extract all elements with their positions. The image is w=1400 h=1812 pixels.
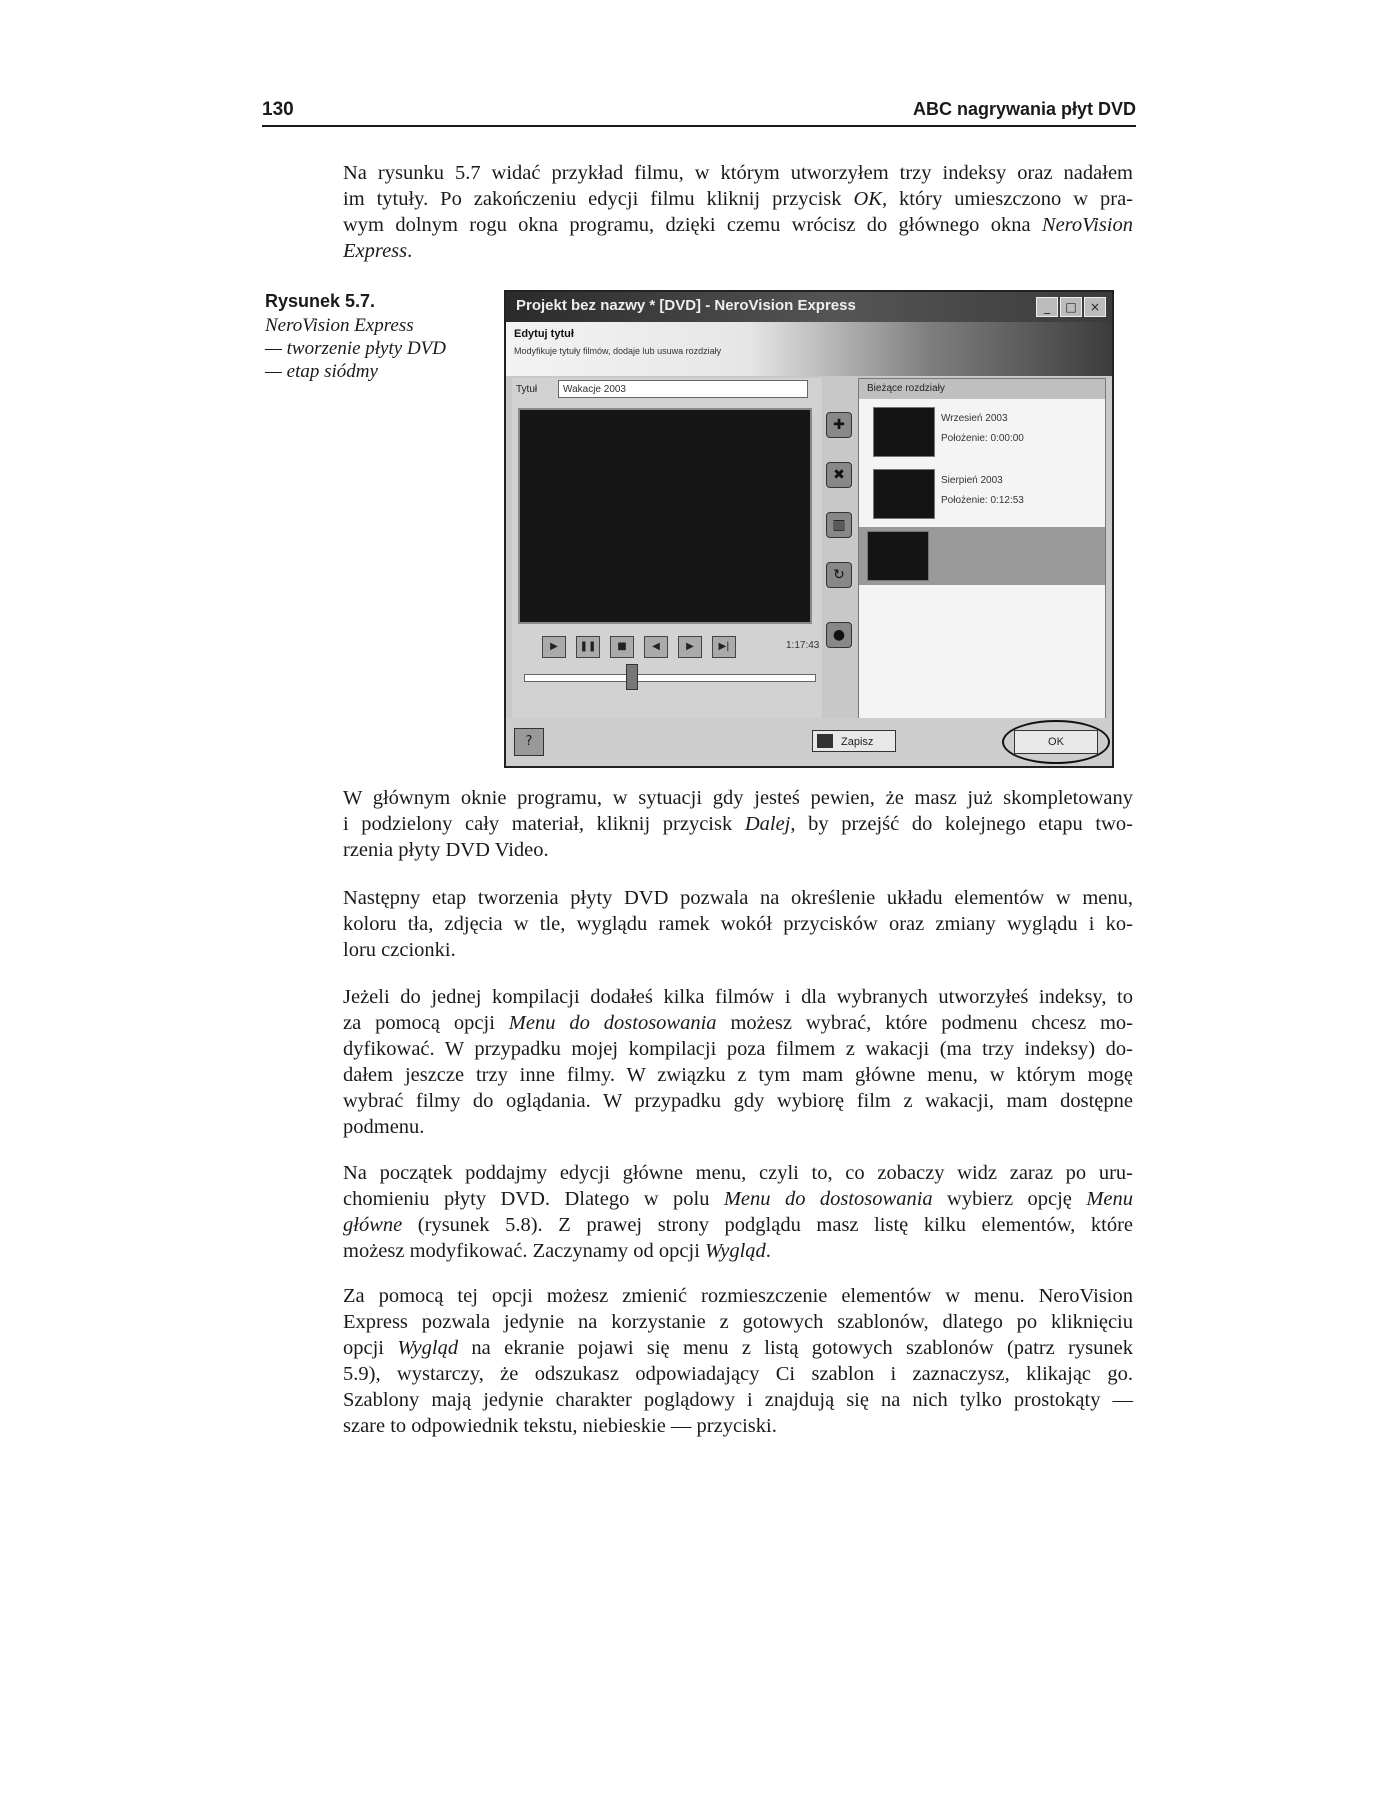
paragraph-3 <box>343 984 1133 1140</box>
help-icon[interactable]: ? <box>514 728 544 756</box>
color-icon[interactable]: ● <box>826 622 852 648</box>
text-line <box>343 1238 1133 1264</box>
text-span: . <box>765 1240 771 1262</box>
text-line: Za pomocą tej opcji możesz zmienić rozmieszczenie elementów w menu. NeroVision <box>343 1285 1133 1307</box>
window-bottom-bar <box>506 718 1112 766</box>
text-span: . <box>407 240 413 262</box>
text-line <box>343 212 1133 238</box>
emphasis: Menu do dostosowania <box>723 1188 933 1210</box>
text-line: Następny etap tworzenia płyty DVD pozwala na określenie układu elementów w menu, <box>343 887 1133 909</box>
slider-thumb[interactable] <box>626 664 638 690</box>
disk-icon <box>817 734 833 748</box>
chapter-name: Wrzesień 2003 <box>941 413 1008 424</box>
text-line: Szablony mają jedynie charakter poglądowy i znajdują się na nich tylko prostokąty — <box>343 1389 1133 1411</box>
text-line <box>343 1010 1133 1036</box>
text-line: szare to odpowiednik tekstu, niebieskie — przyciski. <box>343 1415 777 1437</box>
step-banner <box>506 322 1112 376</box>
pause-icon[interactable]: ❚❚ <box>576 636 600 658</box>
text-span: za pomocą opcji <box>343 1012 509 1034</box>
text-line: Jeżeli do jednej kompilacji dodałeś kilka filmów i dla wybranych utworzyłeś indeksy, to <box>343 986 1133 1008</box>
text-span: wym dolnym rogu okna programu, dzięki czemu wrócisz do głównego okna <box>343 214 1042 236</box>
maximize-icon[interactable]: □ <box>1060 297 1082 317</box>
text-line: Na rysunku 5.7 widać przykład filmu, w którym utworzyłem trzy indeksy oraz nadałem <box>343 162 1133 184</box>
stop-icon[interactable]: ■ <box>610 636 634 658</box>
time-readout: 1:17:43 <box>786 640 820 651</box>
emphasis: OK <box>853 188 882 210</box>
emphasis: Menu do dostosowania <box>508 1012 717 1034</box>
text-line <box>343 1186 1133 1212</box>
paragraph-1 <box>343 785 1133 863</box>
text-line <box>343 186 1133 212</box>
text-span: , by przejść do kolejnego etapu two- <box>790 813 1133 835</box>
window-title: Projekt bez nazwy * [DVD] - NeroVision Express <box>516 297 856 314</box>
caption-line: NeroVision Express <box>265 315 414 336</box>
text-line: wybrać filmy do oglądania. W przypadku gdy wybiorę film z wakacji, mam dostępne <box>343 1090 1133 1112</box>
text-span: im tytuły. Po zakończeniu edycji filmu kliknij przycisk <box>343 188 854 210</box>
paragraph-4 <box>343 1160 1133 1264</box>
window-titlebar <box>506 292 1112 322</box>
text-line: loru czcionki. <box>343 939 456 961</box>
chapter-thumbnail <box>873 407 935 457</box>
emphasis: główne <box>343 1214 403 1236</box>
chapter-thumbnail <box>867 531 929 581</box>
save-button[interactable] <box>812 730 896 752</box>
emphasis: Wygląd <box>397 1337 459 1359</box>
end-icon[interactable]: ▶| <box>712 636 736 658</box>
next-icon[interactable]: ▶ <box>678 636 702 658</box>
text-line: dyfikować. W przypadku mojej kompilacji poza filmem z wakacji (ma trzy indeksy) do- <box>343 1038 1133 1060</box>
text-line: Express pozwala jedynie na korzystanie z gotowych szablonów, dlatego po kliknięciu <box>343 1311 1133 1333</box>
text-span: chomieniu płyty DVD. Dlatego w polu <box>343 1188 724 1210</box>
text-line <box>343 238 1133 264</box>
caption-line: — etap siódmy <box>265 361 378 382</box>
text-line <box>343 1212 1133 1238</box>
title-input[interactable]: Wakacje 2003 <box>558 380 808 398</box>
play-icon[interactable]: ▶ <box>542 636 566 658</box>
text-line: rzenia płyty DVD Video. <box>343 839 549 861</box>
banner-subheading: Modyfikuje tytuły filmów, dodaje lub usuwa rozdziały <box>514 346 722 356</box>
ok-button[interactable]: OK <box>1014 730 1098 754</box>
chapter-item[interactable] <box>865 465 1099 523</box>
text-line: W głównym oknie programu, w sytuacji gdy jesteś pewien, że masz już skompletowany <box>343 787 1133 809</box>
save-button-label: Zapisz <box>841 736 874 748</box>
text-line: 5.9), wystarczy, że odszukasz odpowiadający Ci szablon i zaznaczysz, klikając go. <box>343 1363 1133 1385</box>
banner-heading: Edytuj tytuł <box>514 328 574 340</box>
paragraph-5 <box>343 1283 1133 1439</box>
split-icon[interactable]: ▥ <box>826 512 852 538</box>
text-line: koloru tła, zdjęcia w tle, wyglądu ramek wokół przycisków oraz zmiany wyglądu i ko- <box>343 913 1133 935</box>
minimize-icon[interactable]: _ <box>1036 297 1058 317</box>
text-line: dałem jeszcze trzy inne filmy. W związku z tym mam główne menu, w którym mogę <box>343 1064 1133 1086</box>
text-span: wybierz opcję <box>932 1188 1087 1210</box>
chapter-position: Położenie: 0:12:53 <box>941 495 1024 506</box>
page-header <box>262 95 1136 127</box>
figure-caption <box>265 290 465 383</box>
text-span: możesz wybrać, które podmenu chcesz mo- <box>716 1012 1133 1034</box>
text-line: podmenu. <box>343 1116 425 1138</box>
add-chapter-icon[interactable]: ✚ <box>826 412 852 438</box>
close-icon[interactable]: × <box>1084 297 1106 317</box>
video-preview <box>518 408 812 624</box>
chapter-item-selected[interactable] <box>859 527 1105 585</box>
caption-line: — tworzenie płyty DVD <box>265 338 447 359</box>
text-span: , który umieszczono w pra- <box>881 188 1133 210</box>
refresh-icon[interactable]: ↻ <box>826 562 852 588</box>
chapter-name: Sierpień 2003 <box>941 475 1003 486</box>
paragraph-2 <box>343 885 1133 963</box>
emphasis: Express <box>343 240 408 262</box>
text-line: Na początek poddajmy edycji główne menu, czyli to, co zobaczy widz zaraz po uru- <box>343 1162 1133 1184</box>
text-span: i podzielony cały materiał, kliknij przycisk <box>343 813 745 835</box>
emphasis: Wygląd <box>705 1240 766 1262</box>
emphasis: Menu <box>1086 1188 1133 1210</box>
emphasis: NeroVision <box>1041 214 1133 236</box>
text-line <box>343 1335 1133 1361</box>
intro-paragraph <box>343 160 1133 264</box>
chapter-list-header: Bieżące rozdziały <box>859 379 1105 399</box>
text-span: na ekranie pojawi się menu z listą gotowych szablonów (patrz rysunek <box>458 1337 1133 1359</box>
figure-screenshot <box>504 290 1114 768</box>
running-title: ABC nagrywania płyt DVD <box>912 99 1136 119</box>
text-line <box>343 811 1133 837</box>
remove-chapter-icon[interactable]: ✖ <box>826 462 852 488</box>
text-span: opcji <box>343 1337 398 1359</box>
emphasis: Dalej <box>744 813 791 835</box>
chapter-position: Położenie: 0:00:00 <box>941 433 1024 444</box>
chapter-list <box>858 378 1106 720</box>
title-label: Tytuł <box>516 384 538 395</box>
page-number: 130 <box>262 99 294 120</box>
editor-pane <box>512 378 822 718</box>
text-span: (rysunek 5.8). Z prawej strony podglądu masz listę kilku elementów, które <box>402 1214 1133 1236</box>
chapter-item[interactable] <box>865 403 1099 461</box>
figure-label: Rysunek 5.7. <box>265 291 376 311</box>
previous-icon[interactable]: ◀ <box>644 636 668 658</box>
text-span: możesz modyfikować. Zaczynamy od opcji <box>343 1240 706 1262</box>
chapter-thumbnail <box>873 469 935 519</box>
timeline-slider[interactable] <box>524 674 816 682</box>
